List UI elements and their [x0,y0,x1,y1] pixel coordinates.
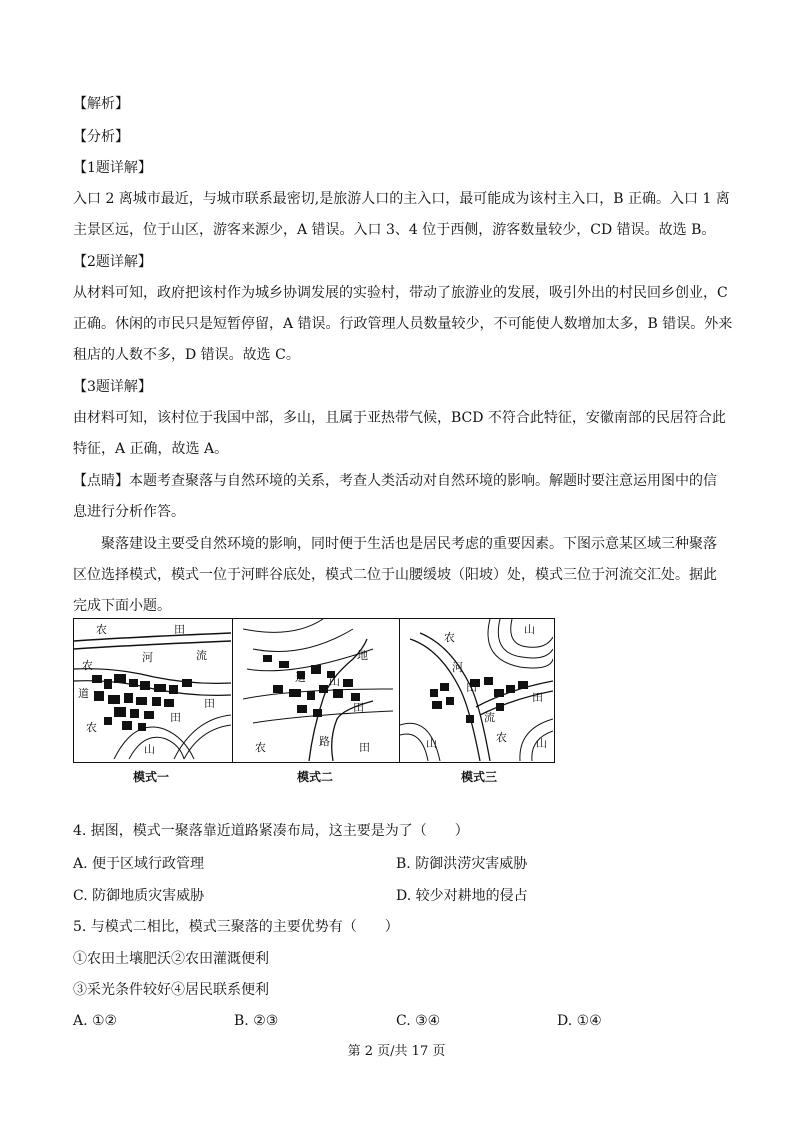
model-two-label: 农 [255,741,266,754]
model-two-label: 路 [319,735,330,748]
model-one-label: 田 [170,711,181,724]
model-one-diagram [74,619,231,761]
q1-line-1: 入口 2 离城市最近，与城市联系最密切,是旅游人口的主入口，最可能成为该村主入口，B 正确。入口 1 离 [73,191,730,207]
model-one-label: 流 [196,649,207,662]
header-q3: 【3题详解】 [73,379,152,395]
page-footer: 第 2 页/共 17 页 [347,1044,446,1059]
q5-option-d[interactable]: D. ①④ [557,1013,602,1029]
model-one-map [73,618,233,763]
model-three-label: 田 [466,681,477,694]
q4-option-d[interactable]: D. 较少对耕地的侵占 [396,888,528,904]
caption-model-two: 模式二 [297,770,334,784]
model-three-label: 山 [426,737,437,750]
model-two-map [232,618,400,763]
q5-option-a[interactable]: A. ①② [73,1013,118,1029]
model-one-label: 道 [78,687,89,700]
model-one-label: 农 [86,721,97,734]
caption-model-three: 模式三 [461,770,498,784]
q2-line-1: 从材料可知，政府把该村作为城乡协调发展的实验村，带动了旅游业的发展，吸引外出的村民回乡创业，C [73,285,728,301]
q3-line-1: 由材料可知，该村位于我国中部，多山，且属于亚热带气候，BCD 不符合此特征，安徽南部的民居符合此 [73,410,726,426]
model-one-label: 河 [142,651,153,664]
q4-option-b[interactable]: B. 防御洪涝灾害威胁 [396,856,528,872]
model-three-diagram [400,619,553,761]
q4-option-c[interactable]: C. 防御地质灾害威胁 [73,888,205,904]
q4-stem: 4. 据图，模式一聚落靠近道路紧凑布局，这主要是为了（ ） [73,823,469,839]
q2-line-2: 正确。休闲的市民只是短暂停留，A 错误。行政管理人员数量较少，不可能使人数增加太多，B 错误。外来 [73,316,733,332]
model-three-label: 田 [532,691,543,704]
model-two-label: 田 [359,741,370,754]
header-q2: 【2题详解】 [73,254,152,270]
settlement-models-figure [73,618,555,788]
model-two-label: 地 [357,649,368,662]
q5-items-2: ③采光条件较好④居民联系便利 [73,982,269,998]
q1-line-2: 主景区远，位于山区，游客来源少，A 错误。入口 3、4 位于西侧，游客数量较少，CD 错误。故选 B。 [73,222,716,238]
dianjing-line-2: 息进行分析作答。 [73,504,185,520]
q4-option-a[interactable]: A. 便于区域行政管理 [73,856,205,872]
model-one-label: 农 [96,623,107,636]
q3-line-2: 特征，A 正确，故选 A。 [73,441,229,457]
intro-line-2: 区位选择模式，模式一位于河畔谷底处，模式二位于山腰缓坡（阳坡）处，模式三位于河流交汇处。据此 [73,567,717,583]
model-two-label: 道 [295,671,306,684]
model-one-label: 山 [144,743,155,756]
model-one-label: 农 [82,659,93,672]
q5-option-c[interactable]: C. ③④ [396,1013,441,1029]
model-three-label: 农 [496,731,507,744]
model-three-label: 农 [444,631,455,644]
q2-line-3: 租店的人数不多，D 错误。故选 C。 [73,347,300,363]
intro-line-3: 完成下面小题。 [73,598,171,614]
model-one-label: 田 [174,623,185,636]
model-two-label: 田 [353,701,364,714]
model-one-label: 田 [204,697,215,710]
model-three-label: 河 [452,661,463,674]
caption-model-one: 模式一 [133,770,170,784]
intro-line-1: 聚落建设主要受自然环境的影响，同时便于生活也是居民考虑的重要因素。下图示意某区域三种聚落 [73,536,717,552]
dianjing-line-1: 【点睛】本题考查聚落与自然环境的关系，考查人类活动对自然环境的影响。解题时要注意运用图中的信 [73,473,717,489]
model-three-label: 山 [524,623,535,636]
header-q1: 【1题详解】 [73,160,152,176]
q5-items-1: ①农田土壤肥沃②农田灌溉便利 [73,951,269,967]
model-three-label: 山 [536,737,547,750]
model-three-label: 流 [484,711,495,724]
header-fenxi: 【分析】 [73,129,129,145]
q5-option-b[interactable]: B. ②③ [234,1013,279,1029]
model-two-label: 山 [329,675,340,688]
q5-stem: 5. 与模式二相比，模式三聚落的主要优势有（ ） [73,919,399,935]
header-jiexi: 【解析】 [73,96,129,112]
model-three-map [399,618,555,763]
model-two-diagram [233,619,398,761]
